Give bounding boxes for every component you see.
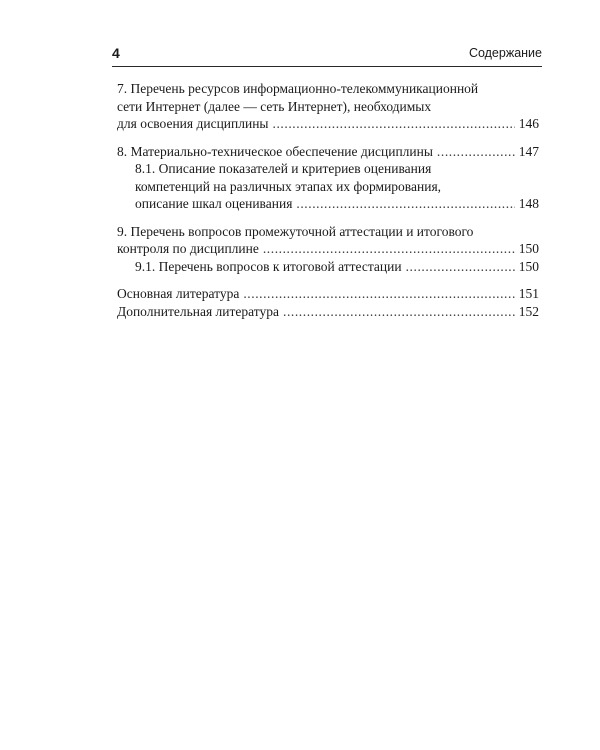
- dot-leader: [273, 115, 515, 133]
- dot-leader: [263, 240, 515, 258]
- toc-entry-7[interactable]: [117, 80, 539, 133]
- toc-entry-9-page: 150: [518, 241, 539, 256]
- dot-leader: [283, 303, 515, 321]
- dot-leader: [243, 285, 514, 303]
- toc-entry-7-line1: 7. Перечень ресурсов информационно-телекоммуникационной: [117, 81, 479, 96]
- toc-entry-9-line1: 9. Перечень вопросов промежуточной аттестации и итогового: [117, 223, 474, 239]
- toc-entry-additional-literature[interactable]: [117, 303, 539, 321]
- dot-leader: [406, 258, 515, 276]
- toc-entry-8-1-line1: 8.1. Описание показателей и критериев оценивания: [135, 161, 432, 176]
- dot-leader: [437, 143, 515, 161]
- toc-entry-8[interactable]: [117, 143, 539, 161]
- toc-main-literature-page: 151: [518, 286, 539, 301]
- toc-main-literature-title: Основная литература: [117, 286, 240, 301]
- toc-entry-8-1[interactable]: [117, 160, 539, 213]
- toc-entry-7-line3: для освоения дисциплины: [117, 116, 269, 131]
- toc-entry-8-1-line2: компетенций на различных этапах их формирования,: [135, 178, 442, 194]
- toc-additional-literature-title: Дополнительная литература: [117, 303, 279, 319]
- toc-entry-9-1[interactable]: [117, 258, 539, 276]
- toc-entry-8-1-page: 148: [518, 196, 539, 211]
- toc-additional-literature-page: 152: [518, 303, 539, 319]
- toc-entry-8-page: 147: [518, 143, 539, 159]
- table-of-contents: [117, 80, 539, 330]
- toc-entry-9-1-page: 150: [518, 258, 539, 274]
- page-number: 4: [112, 45, 120, 61]
- toc-entry-8-1-line3: описание шкал оценивания: [135, 196, 293, 211]
- toc-entry-9[interactable]: [117, 223, 539, 258]
- page-header: [112, 40, 542, 67]
- running-title: Содержание: [468, 46, 542, 60]
- toc-entry-9-line2: контроля по дисциплине: [117, 241, 259, 256]
- toc-entry-main-literature[interactable]: [117, 285, 539, 303]
- toc-entry-9-1-line1: 9.1. Перечень вопросов к итоговой аттестации: [135, 258, 402, 274]
- toc-entry-7-page: 146: [518, 116, 539, 131]
- dot-leader: [296, 195, 514, 213]
- toc-entry-8-line1: 8. Материально-техническое обеспечение дисциплины: [117, 143, 433, 159]
- toc-entry-7-line2: сети Интернет (далее — сеть Интернет), необходимых: [117, 98, 432, 114]
